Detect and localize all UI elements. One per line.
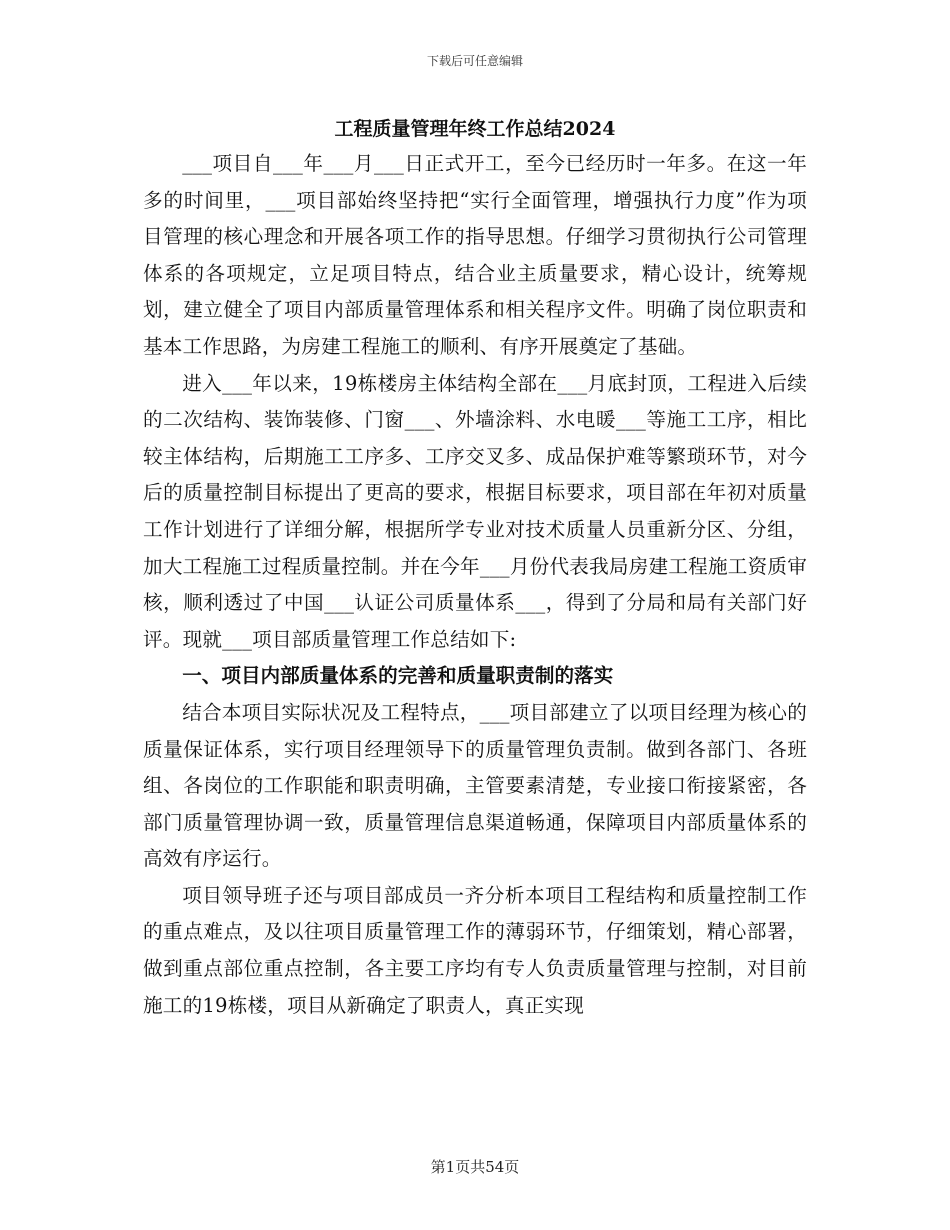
document-title: 工程质量管理年终工作总结2024: [334, 118, 616, 140]
paragraph-section1-b: 项目领导班子还与项目部成员一齐分析本项目工程结构和质量控制工作的重点难点，及以往项目质量管理工作的薄弱环节，仔细策划，精心部署，做到重点部位重点控制，各主要工序均有专人负责质量管理与控制，对目前施工的19栋楼，项目从新确定了职责人，真正实现: [143, 883, 807, 1017]
section-heading-1: 一、项目内部质量体系的完善和质量职责制的落实: [182, 664, 614, 688]
header-note: 下载后可任意编辑: [426, 54, 523, 68]
paragraph-intro: ___项目自___年___月___日正式开工，至今已经历时一年多。在这一年多的时间里，___项目部始终坚持把“实行全面管理，增强执行力度”作为项目管理的核心理念和开展各项工作的指导思想。仔细学习贯彻执行公司管理体系的各项规定，立足项目特点，结合业主质量要求，精心设计，统筹规划，建立健全了项目内部质量管理体系和相关程序文件。明确了岗位职责和基本工作思路，为房建工程施工的顺利、有序开展奠定了基础。: [143, 152, 807, 358]
document-body: [143, 112, 807, 1024]
page-number-footer: 第1页共54页: [430, 1158, 520, 1176]
paragraph-progress: 进入___年以来，19栋楼房主体结构全部在___月底封顶，工程进入后续的二次结构、装饰装修、门窗___、外墙涂料、水电暖___等施工工序，相比较主体结构，后期施工工序多、工序交叉多、成品保护难等繁琐环节，对今后的质量控制目标提出了更高的要求，根据目标要求，项目部在年初对质量工作计划进行了详细分解，根据所学专业对技术质量人员重新分区、分组，加大工程施工过程质量控制。并在今年___月份代表我局房建工程施工资质审核，顺利透过了中国___认证公司质量体系___，得到了分局和局有关部门好评。现就___项目部质量管理工作总结如下:: [143, 371, 807, 651]
paragraph-section1-a: 结合本项目实际状况及工程特点，___项目部建立了以项目经理为核心的质量保证体系，实行项目经理领导下的质量管理负责制。做到各部门、各班组、各岗位的工作职能和职责明确，主管要素清楚，专业接口衔接紧密，各部门质量管理协调一致，质量管理信息渠道畅通，保障项目内部质量体系的高效有序运行。: [143, 700, 807, 871]
